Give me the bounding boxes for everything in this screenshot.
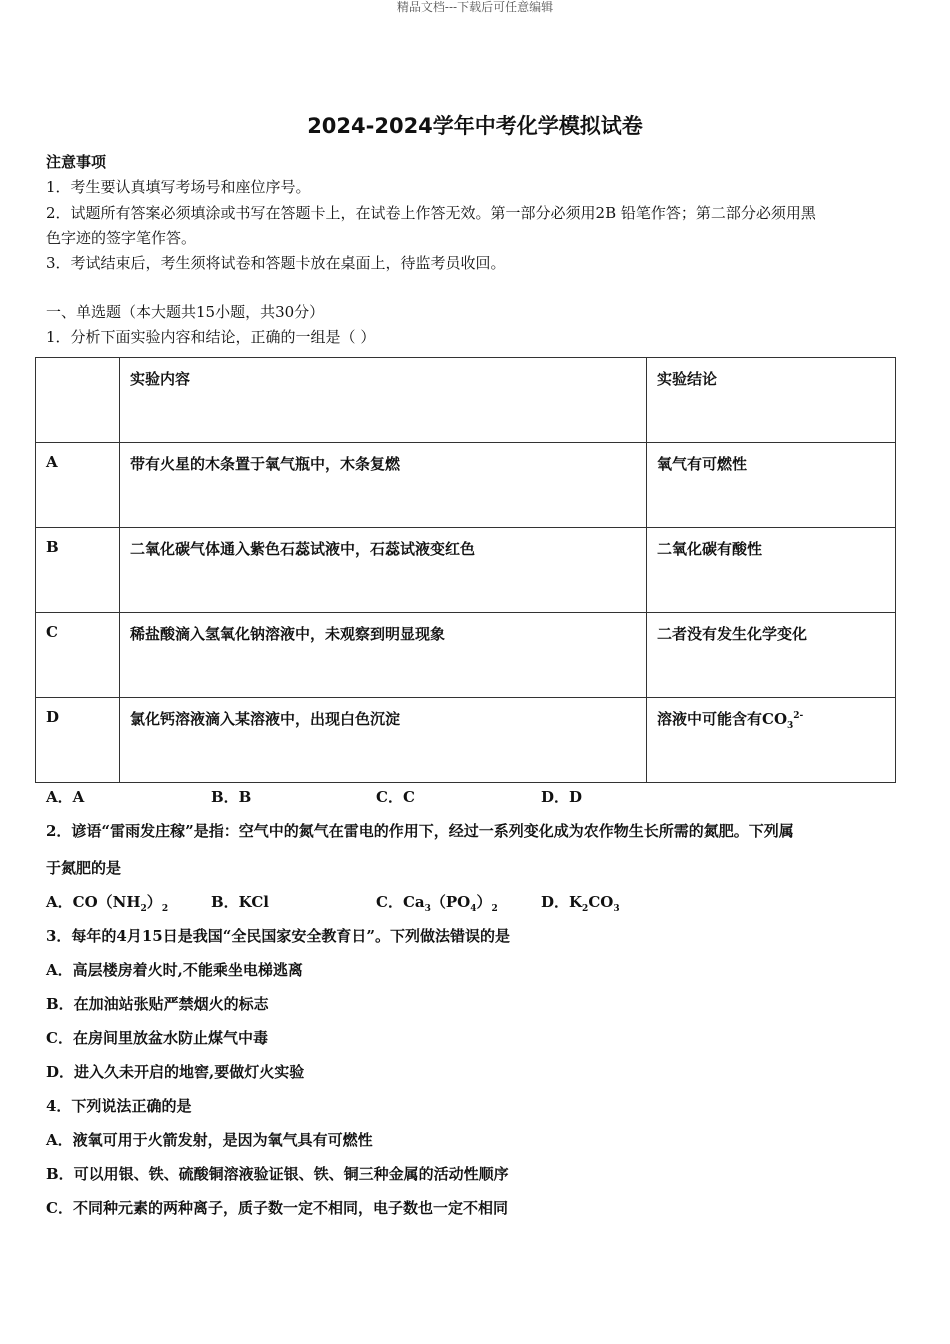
row-content: 氯化钙溶液滴入某溶液中，出现白色沉淀 [120, 698, 647, 783]
table-header-conclusion: 实验结论 [647, 358, 896, 443]
q3-option-d[interactable]: D．进入久未开启的地窖,要做灯火实验 [46, 1063, 305, 1081]
page-header-note: 精品文档---下载后可任意编辑 [396, 0, 554, 14]
table-row [36, 698, 896, 783]
row-conclusion [647, 698, 896, 783]
q4-option-b[interactable]: B．可以用银、铁、硫酸铜溶液验证银、铁、铜三种金属的活动性顺序 [46, 1165, 509, 1183]
q3-option-c[interactable]: C．在房间里放盆水防止煤气中毒 [46, 1029, 268, 1047]
subscript: 2 [140, 904, 147, 914]
q4-option-a[interactable]: A．液氧可用于火箭发射，是因为氧气具有可燃性 [46, 1131, 373, 1149]
option-c-text: C．Ca [376, 893, 425, 911]
option-b[interactable]: B．B [211, 788, 252, 806]
notice-item-2: 2．试题所有答案必须填涂或书写在答题卡上，在试卷上作答无效。第一部分必须用2B 铅笔作答；第二部分必须用黑 [46, 204, 816, 222]
subscript: 4 [470, 904, 477, 914]
q3-stem: 3．每年的4月15日是我国“全民国家安全教育日”。下列做法错误的是 [46, 927, 511, 945]
row-content: 稀盐酸滴入氢氧化钠溶液中，未观察到明显现象 [120, 613, 647, 698]
q4-option-c[interactable]: C．不同种元素的两种离子，质子数一定不相同，电子数也一定不相同 [46, 1199, 508, 1217]
q4-stem: 4．下列说法正确的是 [46, 1097, 192, 1115]
option-d-text: CO [588, 893, 614, 911]
q1-stem: 1．分析下面实验内容和结论，正确的一组是（ ） [46, 328, 376, 346]
section-title: 一、单选题（本大题共15小题，共30分） [46, 303, 325, 321]
row-conclusion: 氧气有可燃性 [647, 443, 896, 528]
q2-stem-line1: 2．谚语“雷雨发庄稼”是指：空气中的氮气在雷电的作用下，经过一系列变化成为农作物生长所需的氮肥。下列属 [46, 822, 794, 840]
notice-heading: 注意事项 [46, 153, 107, 171]
q2-options [46, 892, 706, 919]
subscript: 3 [613, 904, 620, 914]
table-header-content: 实验内容 [120, 358, 647, 443]
exam-title: 2024-2024学年中考化学模拟试卷 [307, 114, 643, 138]
option-d[interactable] [541, 892, 706, 919]
superscript: 2- [793, 711, 804, 721]
subscript: 2 [491, 904, 498, 914]
subscript: 2 [582, 904, 589, 914]
option-a-text: ） [146, 893, 162, 911]
row-label: D [36, 698, 120, 783]
q3-option-a[interactable]: A．高层楼房着火时,不能乘坐电梯逃离 [46, 961, 303, 979]
notice-item-3: 3．考试结束后，考生须将试卷和答题卡放在桌面上，待监考员收回。 [46, 254, 506, 272]
notice-item-1: 1．考生要认真填写考场号和座位序号。 [46, 178, 311, 196]
table-header-row [36, 358, 896, 443]
option-a-text: A．CO（NH [46, 893, 141, 911]
option-d[interactable]: D．D [541, 788, 583, 806]
option-c-text: ） [476, 893, 492, 911]
option-d-text: D．K [541, 893, 583, 911]
option-a[interactable] [46, 892, 211, 919]
table-row [36, 528, 896, 613]
row-label: B [36, 528, 120, 613]
subscript: 2 [161, 904, 169, 914]
row-label: C [36, 613, 120, 698]
notice-item-2-continued: 色字迹的签字笔作答。 [46, 229, 197, 247]
table-row [36, 443, 896, 528]
table-cell [36, 358, 120, 443]
row-content: 带有火星的木条置于氧气瓶中，木条复燃 [120, 443, 647, 528]
row-conclusion: 二者没有发生化学变化 [647, 613, 896, 698]
row-label: A [36, 443, 120, 528]
q1-options [46, 787, 706, 807]
option-c-text: （PO [430, 893, 471, 911]
subscript: 3 [787, 721, 794, 731]
option-b[interactable]: B．KCl [211, 893, 269, 911]
subscript: 3 [424, 904, 431, 914]
table-row [36, 613, 896, 698]
option-c[interactable] [376, 892, 541, 919]
option-a[interactable]: A．A [46, 788, 85, 806]
row-conclusion: 二氧化碳有酸性 [647, 528, 896, 613]
option-c[interactable]: C．C [376, 788, 415, 806]
row-content: 二氧化碳气体通入紫色石蕊试液中，石蕊试液变红色 [120, 528, 647, 613]
q2-stem-line2: 于氮肥的是 [46, 859, 122, 877]
experiment-table [35, 357, 896, 783]
q3-option-b[interactable]: B．在加油站张贴严禁烟火的标志 [46, 995, 269, 1013]
row-conclusion-text: 溶液中可能含有CO [657, 710, 788, 728]
